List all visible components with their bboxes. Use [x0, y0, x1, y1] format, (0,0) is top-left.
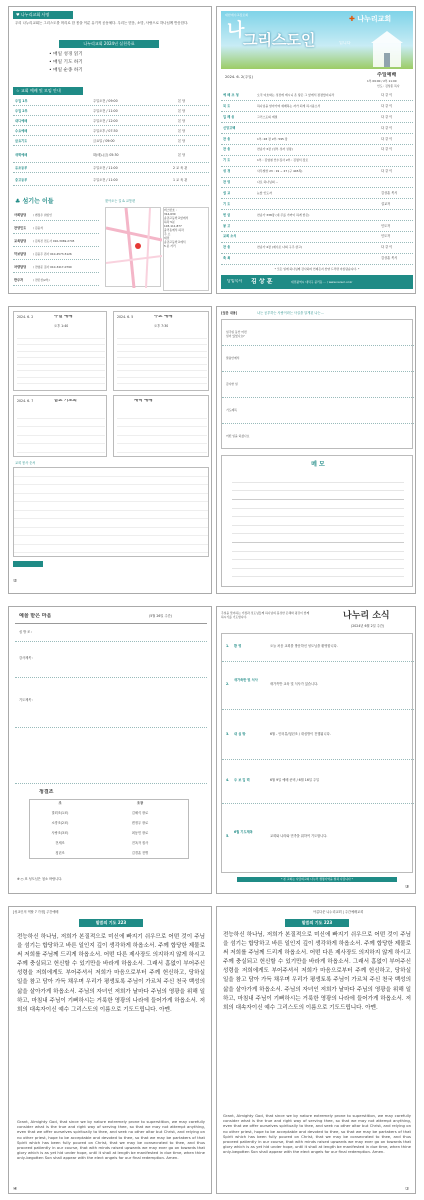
order-label: 설 교: [223, 190, 231, 195]
schedule-sub: 오후 7:30: [154, 324, 169, 328]
worship-place: 2 교 육 관: [173, 166, 188, 170]
news-item: [222, 710, 414, 760]
staff-name: / 김복진 전도사 010-3069-2745: [33, 239, 75, 243]
map-info-line: 버스번호 :: [164, 208, 177, 212]
staff-role: 찬양인도: [14, 226, 27, 230]
vision-text: 우리 나누리교회는 그리스도를 머리로 한 몸을 이룬 유기적 공동체다. 우리는 믿음, 소망, 사랑으로 하나님께 반응한다.: [15, 21, 189, 25]
order-label: 묵 도: [223, 103, 231, 108]
order-label: 기 도: [223, 201, 231, 206]
banner-main: 그리스도인: [243, 31, 316, 49]
news-footer: * 본 교회는 사랑의교회 나누리 생명사역을 펼쳐 나갑니다 *: [237, 877, 397, 882]
staff-role: 사회담당: [14, 213, 27, 217]
survey-item: [222, 320, 414, 346]
order-who: 다 같 이: [381, 147, 393, 152]
order-row: [221, 200, 413, 210]
header-sub: 대한예수교장로회: [225, 13, 249, 17]
map-info-line: 주 소: [164, 232, 171, 236]
survey-item-label: 감사한 일: [226, 382, 238, 386]
order-row: [221, 232, 413, 242]
worship-time: 주일오전 / 11:00: [93, 166, 118, 170]
schedule-box-friday: [13, 395, 107, 457]
order-label: 찬 송: [223, 245, 231, 250]
order-who: 다 같 이: [381, 93, 393, 97]
order-who: 김상훈 목사: [381, 190, 398, 195]
worship-time: 금요일 / 09:00: [93, 139, 115, 143]
order-row: [221, 113, 413, 123]
survey-item-label: 기도제목: [226, 408, 237, 412]
order-label: 헌 금: [223, 212, 231, 217]
staff-row: [13, 235, 99, 247]
church-address: 대전광역시 대덕구 중리동 ... / www.nanuri.or.kr: [291, 280, 353, 284]
vision-title: ♥ 나누리교회 사명: [13, 11, 73, 19]
staff-name: / 김윤석: [33, 226, 43, 230]
visit-row: [15, 624, 207, 642]
order-label: 입 례 송: [223, 114, 235, 119]
order-desc: 찬송가 4장 (예수로 나의 구주 삼고): [257, 245, 302, 250]
visit-row-label: 심 방 조 :: [19, 630, 33, 634]
worship-name: 수요예배: [15, 129, 28, 133]
schedule-box-dawn: [113, 395, 209, 457]
cleaning-cell: 말뫼조(1조): [51, 811, 69, 815]
worship-time: 주일오전 / 11:00: [93, 178, 118, 182]
table-row: [13, 164, 209, 173]
service-table: [13, 467, 209, 557]
news-list: [221, 633, 413, 873]
order-row: [221, 222, 413, 232]
news-no: 3.: [226, 732, 230, 736]
table-row: [13, 127, 209, 136]
goal-item: • 매일 순종 하기: [49, 68, 83, 73]
worship-name: 주일 2부: [15, 109, 28, 113]
order-row: [221, 178, 413, 188]
news-text: 6월 - 인터뷰/청년조 / 대심방이 진행됩니다.: [270, 732, 331, 736]
prayer-subtitle: 말씀의 기도 223: [79, 919, 143, 927]
visit-row: [15, 728, 207, 784]
table-row: [13, 107, 209, 116]
service-table-title: 교회 봉사 순서: [15, 461, 36, 465]
survey-item: [222, 346, 414, 372]
staff-row: [13, 222, 99, 234]
worship-time: 주일오후 / 07:30: [93, 129, 118, 133]
news-item: [222, 662, 414, 710]
worship-time: 주일오전 / 09:00: [93, 99, 118, 103]
news-title: 나누리 소식: [343, 611, 390, 621]
order-row: [221, 167, 413, 177]
bulletin-time: 1부 09:00 / 2부 11:00: [367, 79, 397, 83]
banner-big: 나: [227, 20, 245, 41]
news-text: 6월 9일 예배 준비 / 6월 16일 주일: [270, 778, 320, 782]
cleaning-cell: 김경훈 전병: [131, 851, 149, 855]
worship-place: 본 당: [178, 109, 186, 113]
order-row: [221, 135, 413, 145]
prayer-panel-korean: [8, 906, 212, 1194]
prayer-english: Grant, Almighty God, that since we by nature extremely prone to superstition, we may carefully consider what is the true and right way of serving thee, so that we may not attempt anything, even that we offer ourselves spiritually to thee, and seek no other altar but Christ, and relying on no other priest, hope to be acceptable and devoted to thee, so that we may be partakers of that Spirit which has been fully poured on Christ, that we may be consecrated to thee, and thus proceed patiently in our course, that with minds raised upwards we may ever go on towards that glory which is as yet hid under hope, until it shall at length be manifested in due time, when thine only-begotten Son shall appear with the elect angels for our final redemption. Amen.: [223, 1113, 411, 1155]
order-row: [221, 124, 413, 134]
worship-time: 화(매)-(금) 05:30: [93, 153, 119, 157]
pastor-name: 김 상 훈: [251, 278, 273, 285]
order-row: [221, 145, 413, 155]
news-item: [222, 634, 414, 662]
order-desc: 그리스도의 계절: [257, 114, 278, 119]
order-row: [221, 102, 413, 112]
staff-row: [13, 209, 99, 221]
order-who: 인도자: [381, 234, 391, 239]
order-who: 다 같 이: [381, 103, 393, 108]
news-text: 새가족반 교육 및 식사가 있습니다.: [270, 682, 319, 686]
map-info-line: 5 분 거리: [164, 244, 176, 248]
cleaning-head: 조: [58, 801, 62, 805]
order-row: [221, 189, 413, 199]
order-desc: 찬송가 3장 (성부 성자 성령): [257, 147, 293, 152]
staff-name: / 김윤주 권사 010-4573-5126: [33, 252, 72, 256]
visit-row-label: 기도제목 :: [19, 698, 34, 702]
worship-table: [13, 97, 209, 193]
page-1: [8, 6, 416, 296]
survey-heading: 나는 공부하는 사람이라는 사실을 알게된 나는...: [257, 311, 324, 315]
memo-title: 메 모: [311, 461, 325, 468]
staff-row: [13, 261, 99, 273]
staff-title-text: 섬기는 이들: [22, 198, 54, 205]
worship-name: 중고등부: [15, 178, 28, 182]
worship-time: 주일오전 / 11:00: [93, 109, 118, 113]
page-3: [8, 606, 416, 896]
order-desc: 하나님을 알아가며 예배하는 자가 되게 하시옵소서: [257, 103, 321, 108]
church-building-icon: [367, 29, 407, 67]
staff-name: / 전민선(2부): [33, 278, 50, 282]
order-desc: 오직 여호와는 성전에 계시니 온 땅은 그 앞에서 잠잠할지니라: [257, 93, 335, 97]
order-label: 찬 송: [223, 136, 231, 141]
order-row: [221, 254, 413, 264]
map-title: 찾아오는 길 & 교통편: [105, 199, 136, 203]
survey-item-label: 어떤 일을 하셨나요: [226, 434, 250, 438]
staff-name: / 전영준 집사 010-3417-0790: [33, 265, 72, 269]
schedule-lines: [117, 332, 207, 388]
news-no: 1.: [226, 644, 230, 648]
order-row: [221, 91, 413, 101]
cleaning-note: ※ ○ 표 성도님은 청소 바랍니다.: [17, 877, 63, 881]
survey-item: [222, 424, 414, 450]
survey-item: [222, 398, 414, 424]
news-intro: 주일을 맞이하는 가정과 성도님들께 하나님의 풍성한 은혜와 평강이 함께하시기를 기도합니다.: [221, 611, 310, 619]
order-who: 다 같 이: [381, 125, 393, 130]
cleaning-title: 청결조: [39, 789, 54, 795]
cleaning-cell: 청년조: [55, 851, 65, 855]
worship-name: 유초등부: [15, 166, 28, 170]
worship-time: 주일오전 / 12:00: [93, 119, 118, 123]
table-row: [13, 117, 209, 126]
map-info-line: 중리동에서 하차: [164, 228, 184, 232]
goal-list: [49, 51, 169, 81]
cleaning-cell: 김혜식 장로: [131, 811, 149, 815]
order-desc: 1부: 28 장 2부: 595 장: [257, 136, 288, 141]
schedule-lines: [117, 410, 207, 454]
news-text: 오늘 처음 교회를 방문하신 성도님을 환영합니다.: [270, 644, 338, 648]
order-desc: 눈앞 인도자: [257, 190, 272, 195]
order-row: [221, 156, 413, 166]
staff-role: 차량담당: [14, 265, 27, 269]
order-who: 다 같 이: [381, 169, 393, 174]
news-text: 교회와 나라와 민족을 위하여 기도합니다.: [270, 834, 328, 838]
cleaning-cell: 소망조(2조): [51, 821, 69, 825]
staff-row: [13, 248, 99, 260]
schedule-date: 2024. 6. 7: [17, 399, 34, 403]
left-header: [성교인의 역할 7 가정] 주간예배: [13, 910, 59, 914]
schedule-box-wednesday: [113, 311, 209, 391]
prayer-panel-right: [216, 906, 416, 1194]
survey-title: [설문 내용]: [221, 311, 238, 315]
schedule-title: 새벽 예배: [134, 399, 153, 403]
table-row: [13, 147, 209, 163]
cleaning-cell: 전옥자 집사: [131, 841, 149, 845]
cleaning-cell: 전세조: [55, 841, 65, 845]
bulletin-leader: 인도 : 김상훈 목사: [377, 84, 400, 88]
visit-title: 예꼴 받은 마음: [19, 613, 52, 619]
worship-title: ☆ 교회 예배 및 모임 안내: [13, 87, 83, 95]
worship-name: 주일 1부: [15, 99, 28, 103]
news-label: 6월 기도제목: [234, 830, 253, 834]
bulletin-title: 주일예배: [377, 72, 397, 78]
bulletin-date: 2024. 6. 2(주일): [225, 75, 254, 79]
survey-list: [221, 319, 413, 449]
news-label: 새가족반 및 식사: [234, 678, 258, 682]
visit-row: [15, 642, 207, 678]
staff-name: / 변정우 위임인: [33, 213, 52, 217]
order-desc: 나로 하나님의 ...: [257, 180, 279, 184]
page-number: ②: [13, 579, 18, 584]
staff-role: 교육담당: [14, 239, 27, 243]
news-panel: [216, 606, 416, 894]
memo-box: [221, 455, 413, 587]
news-label: 대 심 방: [234, 732, 246, 736]
prayer-english: Grant, Almighty God, that since we by nature extremely prone to superstition, we may carefully consider what is the true and right way of serving thee, so that we may not attempt anything, even that we offer ourselves spiritually to thee, and seek no other altar but Christ, and relying on no other priest, hope to be acceptable and devoted to thee, so that we may be partakers of that Spirit which has been fully poured on Christ, that we may be consecrated to thee, and thus proceed patiently in our course, that with minds raised upwards we may ever go on towards that glory which is as yet hid under hope, until it shall at length be manifested in due time, when thine only-begotten Son shall appear with the elect angels for our final redemption. Amen.: [17, 1119, 205, 1161]
prayer-subtitle: 말씀의 기도 223: [285, 919, 349, 927]
cleaning-cell: 최동민 장로: [131, 831, 149, 835]
banner-small: 입니다: [339, 41, 351, 45]
schedule-lines: [17, 410, 105, 454]
cleaning-table: [29, 799, 189, 859]
page-number: ③: [405, 885, 410, 890]
map-info-line: 314,630: [164, 212, 176, 216]
page-4: [8, 906, 416, 1196]
schedule-box-sunday: [13, 311, 107, 391]
church-name: 나누리교회: [357, 15, 392, 23]
goal-item: • 매일 성경 읽기: [49, 52, 83, 57]
visit-table: [15, 623, 207, 783]
news-no: 5.: [226, 834, 230, 838]
staff-list: [13, 209, 99, 293]
visit-row-label: 감사제목 :: [19, 656, 34, 660]
goal-item: • 매일 기도 하기: [49, 60, 83, 65]
order-row: [221, 211, 413, 221]
visit-date: (5월 26일 주간): [149, 614, 172, 618]
cleaning-head: 조장: [136, 801, 144, 805]
worship-place: 본 당: [178, 129, 186, 133]
news-no: 2.: [226, 682, 230, 686]
order-desc: 1부 : 김영철 안수집사 2부 : 김명석 장로: [257, 158, 309, 163]
order-row: [221, 243, 413, 253]
order-who: 다 같 이: [381, 136, 393, 141]
table-row: [13, 97, 209, 106]
cover-banner: [221, 11, 413, 69]
church-icon: ✚: [349, 15, 355, 23]
visit-panel: [8, 606, 212, 894]
survey-item-label: 일주일 동안 어떤 일이 있었나요?: [226, 330, 247, 338]
staff-row: [13, 274, 99, 286]
prayer-korean: 전능하신 하나님, 저희가 본질적으로 미신에 빠지기 쉬우므로 어떤 것이 주님을 섬기는 합당하고 바른 일인지 깊이 생각하게 하옵소서. 주께 합당한 제물로써 저희를 주님께 드리게 하옵소서. 어떤 다른 제사장도 의지하지 않게 하시고 주께 충실되고 헌신할 수 있기만을 바라게 하옵소서. 그래서 흠없이 부어주신 성령을 저희에게도 부어주셔서 저희가 마음으로부터 주께 헌신하고, 당하실 일을 참고 담아 가득 채우며 우리가 평생토록 주님이 가르쳐 주신 천국 백성의 삶을 살아가게 하옵소서. 주님의 자녀인 저희가 날마다 주님의 영광을 위해 일하고, 마침내 주님이 기뻐하시는 거룩한 영광의 나라에 들어가게 하옵소서. 저희의 대속자이신 예수 그리스도의 이름으로 기도드립니다. 아멘.: [17, 934, 205, 1013]
schedule-title: 수요 예배: [154, 315, 173, 319]
schedule-panel: [8, 306, 212, 594]
page-number: ①: [405, 1187, 410, 1192]
staff-title: [15, 197, 54, 206]
bulletin-panel: [216, 6, 416, 294]
page-number: ④: [13, 1187, 18, 1192]
order-who: 인도자: [381, 223, 391, 228]
order-label: 봉 고: [223, 223, 231, 228]
order-label: 찬 양: [223, 180, 231, 184]
survey-item: [222, 372, 414, 398]
map-info-line: 103,111,877: [164, 224, 182, 228]
order-desc: 사무엘상 23 : 19 ~ 27 (구 445쪽): [257, 169, 303, 174]
order-who: 다 같 이: [381, 114, 393, 119]
vision-panel: [8, 6, 212, 294]
pastor-bar: [221, 275, 413, 289]
order-desc: 찬송가 338장 (내 주를 가까이 하게 함은): [257, 212, 310, 217]
offering-bar: [13, 561, 43, 567]
worship-name: 새벽예배: [15, 153, 28, 157]
order-label: 신앙고백: [223, 125, 236, 130]
worship-name: 대디예배: [15, 119, 28, 123]
worship-place: 본 당: [178, 153, 186, 157]
survey-panel: [216, 306, 416, 594]
order-label: 기 도: [223, 158, 231, 163]
cleaning-cell: 사랑조(3조): [51, 831, 69, 835]
memo-lines: [232, 474, 404, 582]
worship-place: 본 당: [178, 119, 186, 123]
map-info-line: 하차 5분: [164, 220, 175, 224]
survey-item-label: 말씀안에서: [226, 356, 240, 360]
order-label: 축 복: [223, 256, 231, 261]
news-no: 4.: [226, 778, 230, 782]
order-label: 예 배 초 청: [223, 93, 239, 97]
staff-role: 반주자: [14, 278, 24, 282]
cleaning-cell: 변정우 장로: [131, 821, 149, 825]
schedule-lines: [17, 332, 105, 388]
schedule-date: 2024. 6. 2: [17, 315, 34, 319]
goal-title: 나누리교회 2024년 실천목표: [59, 40, 159, 48]
worship-place: 본 당: [178, 99, 186, 103]
staff-role: 악보담당: [14, 252, 27, 256]
worship-place: 1 교 육 관: [173, 178, 188, 182]
right-header: 아름다운 나누리교회 | 주간예배교회: [313, 910, 364, 914]
visit-row: [15, 678, 207, 728]
map-info-line: 대전: [164, 236, 170, 240]
heart-icon: ♣: [15, 198, 21, 205]
church-logo: [349, 14, 391, 24]
schedule-sub: 오후 1:40: [54, 324, 69, 328]
pastor-label: 담임목사: [227, 279, 243, 283]
order-label: 교회 소식: [223, 234, 237, 239]
news-label: 주 보 입 력: [234, 778, 250, 782]
page-2: [8, 306, 416, 596]
table-row: [13, 174, 209, 186]
map-image: [105, 207, 161, 287]
footer-note: * 모든 일에 하나님께 감사하며 언제든지 찬양 드리면 아름답습니다. *: [274, 267, 360, 271]
map-info-line: 송촌고등학교앞에서: [164, 216, 189, 220]
news-item: [222, 804, 414, 874]
map-info: [163, 207, 209, 291]
schedule-date: 2024. 6. 5: [117, 315, 134, 319]
order-list: [221, 91, 413, 265]
news-date: (2024년 6월 2일 주간): [351, 624, 385, 628]
worship-place: 본 당: [178, 139, 186, 143]
worship-name: 금요기도: [15, 139, 28, 143]
order-label: 성 경: [223, 169, 231, 174]
order-who: 김상훈 목사: [381, 256, 398, 261]
order-who: 설교자: [381, 201, 391, 206]
schedule-title: 주일 예배: [54, 315, 73, 319]
table-row: [13, 137, 209, 146]
map-info-line: 송촌고등학교에서: [164, 240, 186, 244]
order-who: 다 같 이: [381, 245, 393, 250]
prayer-korean: 전능하신 하나님, 저희가 본질적으로 미신에 빠지기 쉬우므로 어떤 것이 주님을 섬기는 합당하고 바른 일인지 깊이 생각하게 하옵소서. 주께 합당한 제물로써 저희를 주님께 드리게 하옵소서. 어떤 다른 제사장도 의지하지 않게 하시고 주께 충실되고 헌신할 수 있기만을 바라게 하옵소서. 그래서 흠없이 부어주신 성령을 저희에게도 부어주셔서 저희가 마음으로부터 주께 헌신하고, 당하실 일을 참고 담아 가득 채우며 우리가 평생토록 주님이 가르쳐 주신 천국 백성의 삶을 살아가게 하옵소서. 주님의 자녀인 저희가 날마다 주님의 영광을 위해 일하고, 마침내 주님이 기뻐하시는 거룩한 영광의 나라에 들어가게 하옵소서. 저희의 대속자이신 예수 그리스도의 이름으로 기도드립니다. 아멘.: [223, 932, 411, 1011]
news-label: 환 영: [234, 644, 242, 648]
order-label: 찬 송: [223, 147, 231, 152]
news-item: [222, 760, 414, 804]
schedule-title: 금요 기도회: [54, 399, 77, 403]
